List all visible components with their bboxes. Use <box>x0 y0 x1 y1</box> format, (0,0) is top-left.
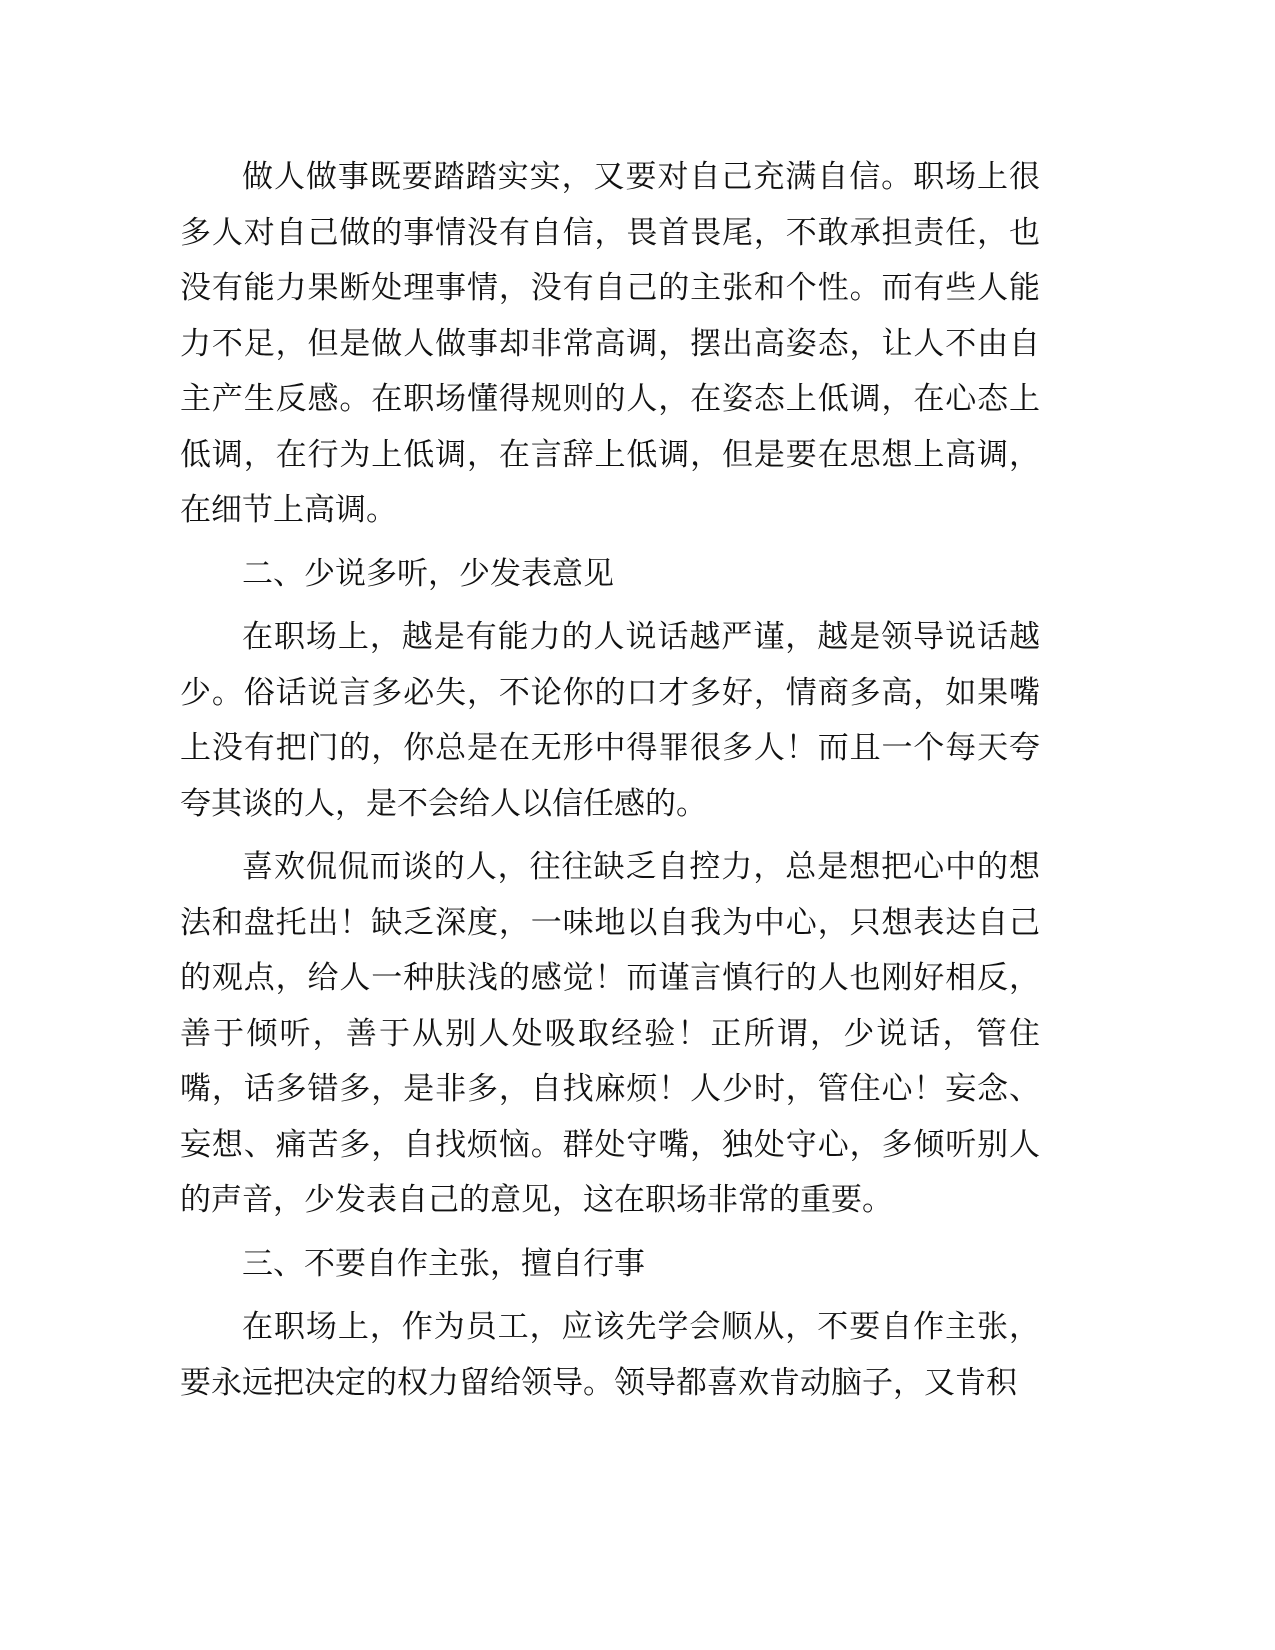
paragraph-confidence: 做人做事既要踏踏实实，又要对自己充满自信。职场上很多人对自己做的事情没有自信，畏首畏尾，不敢承担责任，也没有能力果断处理事情，没有自己的主张和个性。而有些人能力不足，但是做人做事却非常高调，摆出高姿态，让人不由自主产生反感。在职场懂得规则的人，在姿态上低调，在心态上低调，在行为上低调，在言辞上低调，但是要在思想上高调，在细节上高调。 <box>180 159 1040 528</box>
section-heading-no-unilateral-action: 三、不要自作主张，擅自行事 <box>242 1245 645 1282</box>
paragraph-speak-carefully: 在职场上，越是有能力的人说话越严谨，越是领导说话越少。俗话说言多必失，不论你的口才多好，情商多高，如果嘴上没有把门的，你总是在无形中得罪很多人！而且一个每天夸夸其谈的人，是不会给人以信任感的。 <box>180 619 1040 822</box>
paragraph-obey-leadership: 在职场上，作为员工，应该先学会顺从，不要自作主张，要永远把决定的权力留给领导。领导都喜欢肯动脑子，又肯积 <box>180 1309 1040 1401</box>
section-heading-listen-more: 二、少说多听，少发表意见 <box>242 555 614 592</box>
paragraph-self-control: 喜欢侃侃而谈的人，往往缺乏自控力，总是想把心中的想法和盘托出！缺乏深度，一味地以自我为中心，只想表达自己的观点，给人一种肤浅的感觉！而谨言慎行的人也刚好相反，善于倾听，善于从别人处吸取经验！正所谓，少说话，管住嘴，话多错多，是非多，自找麻烦！人少时，管住心！妄念、妄想、痛苦多，自找烦恼。群处守嘴，独处守心，多倾听别人的声音，少发表自己的意见，这在职场非常的重要。 <box>180 849 1040 1218</box>
document-body <box>180 150 1040 1419</box>
